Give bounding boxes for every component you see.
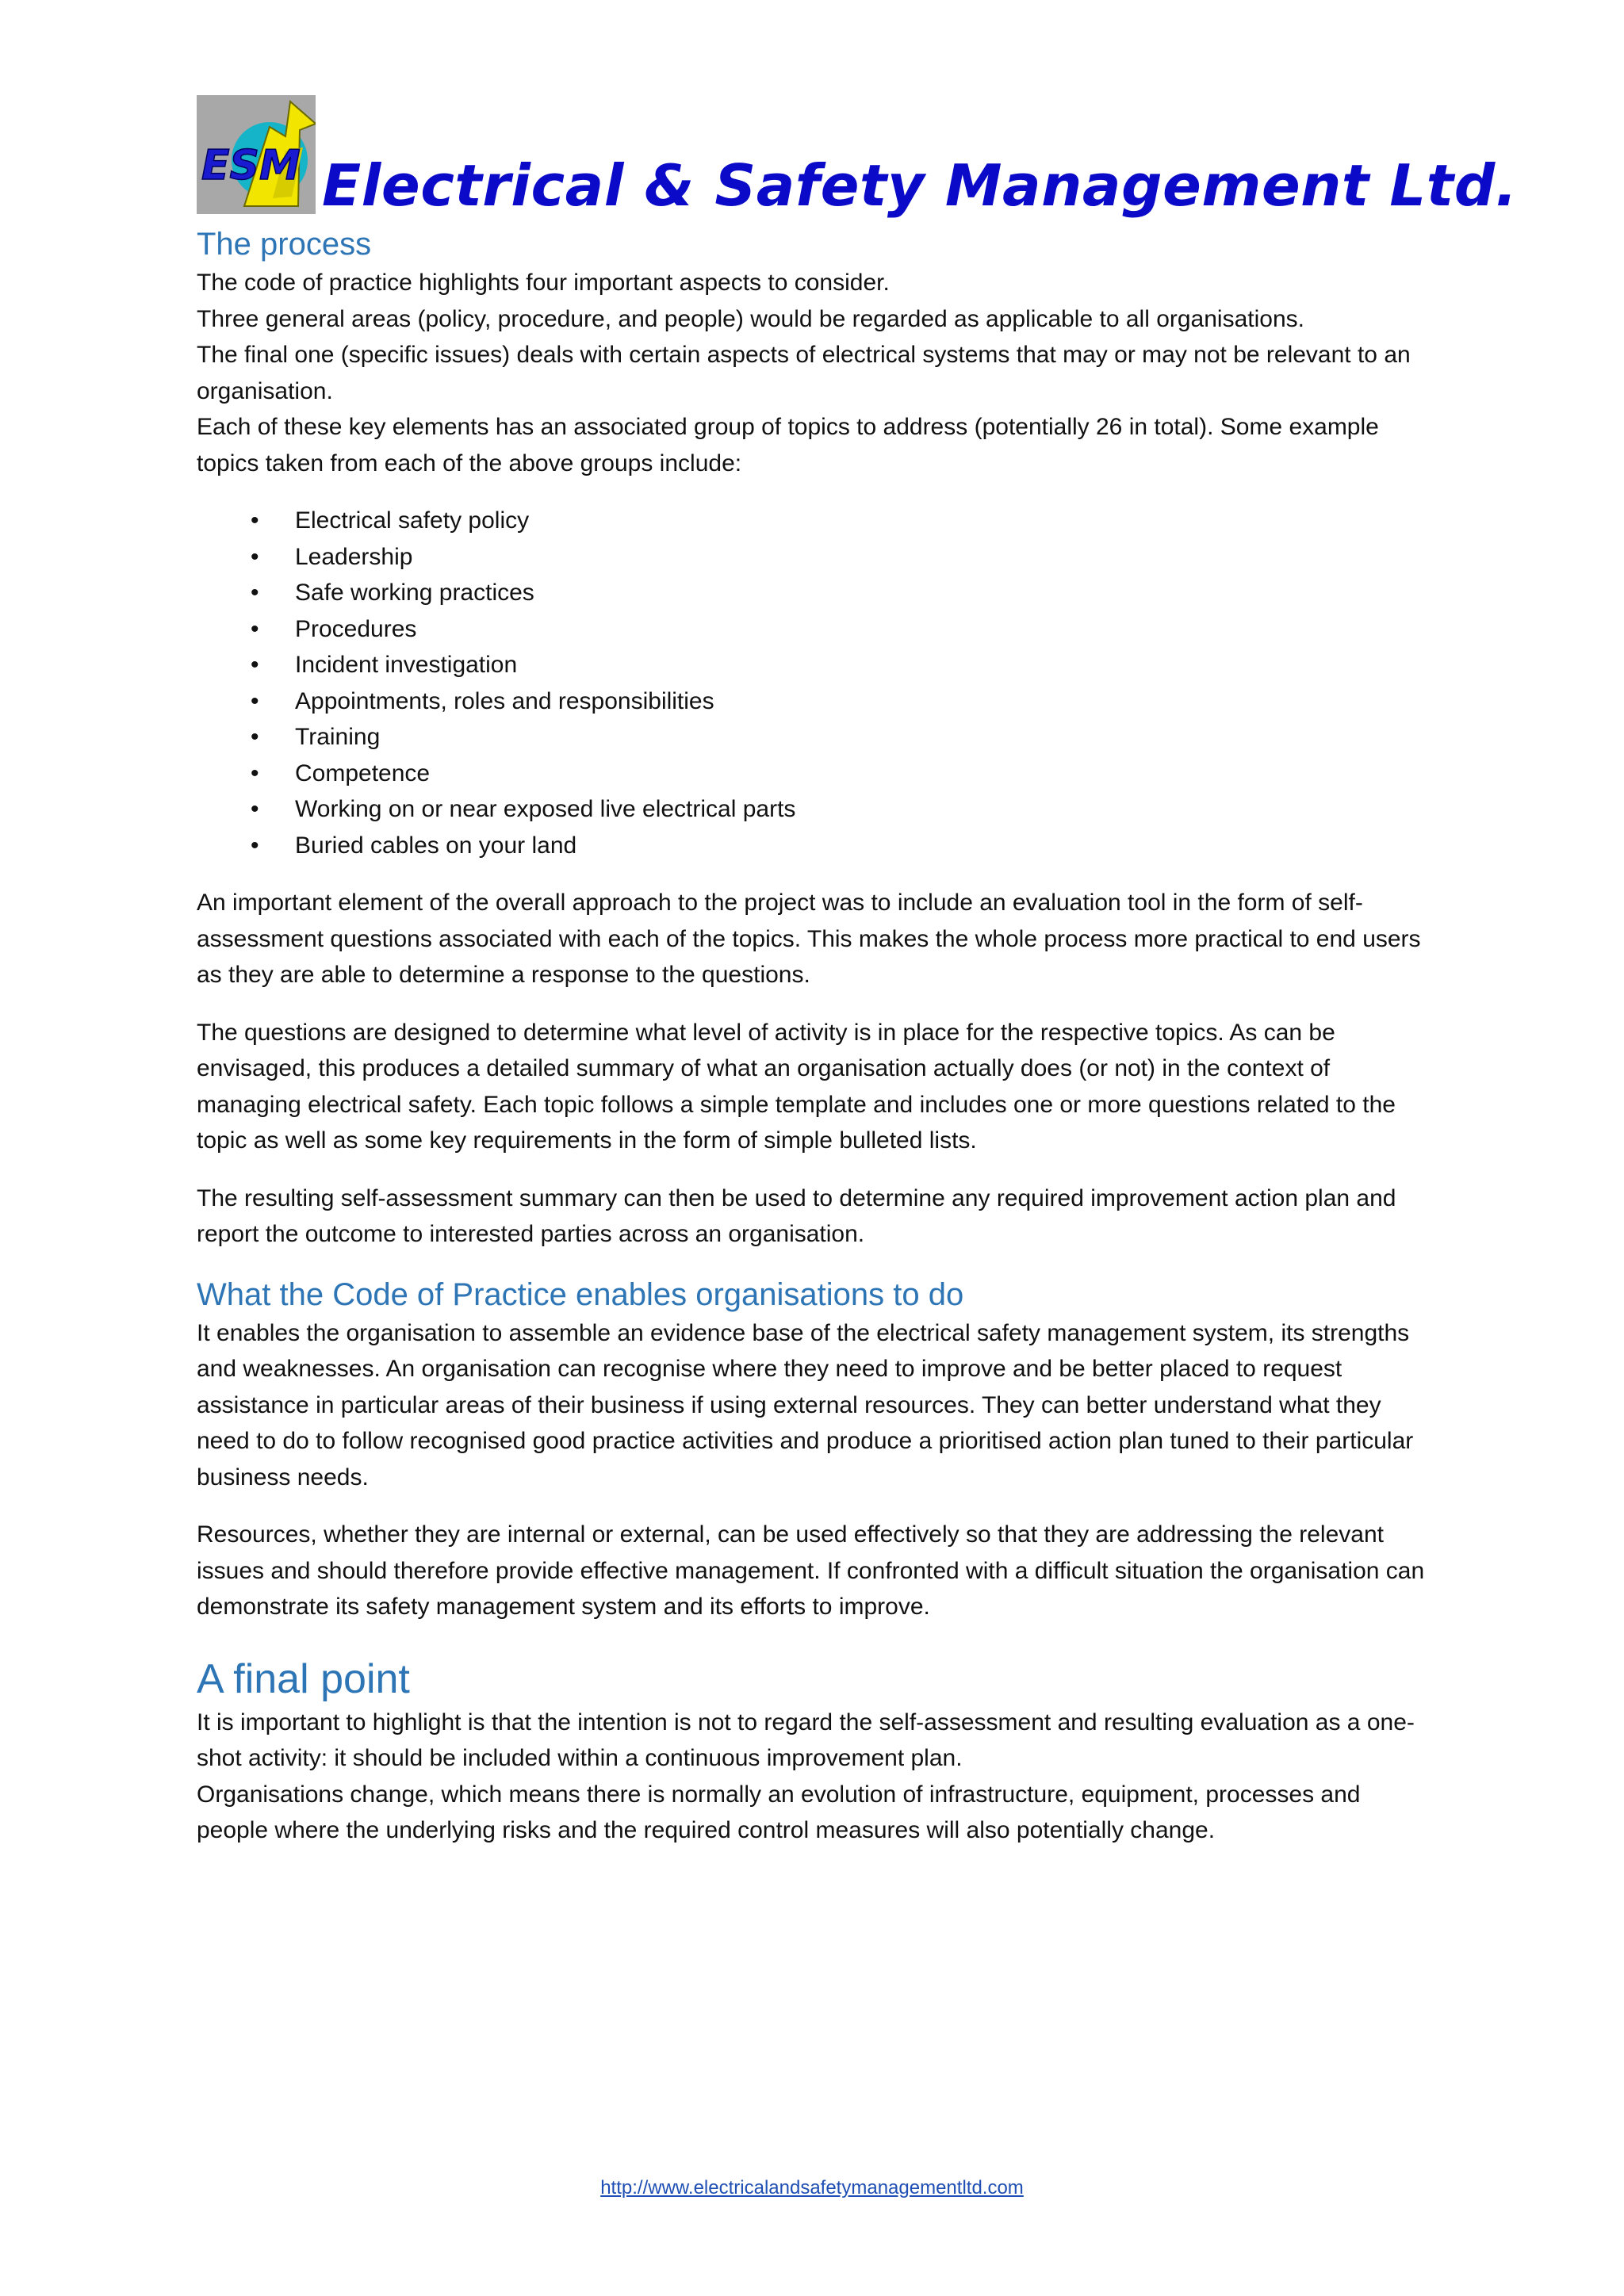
enables-paragraph-1: It enables the organisation to assemble an evidence base of the electrical safety management system, its strengths and weaknesses. An organisation can recognise where they need to improve and be better placed to request assistance in particular areas of their business if using external resources. They can better understand what they need to do to follow recognised good practice activities and produce a prioritised action plan tuned to their particular business needs. [197,1319,1414,1490]
esm-logo-icon [197,95,316,214]
heading-final-point: A final point [197,1655,410,1702]
section-process [197,224,1434,1253]
process-line-2: Three general areas (policy, procedure, and people) would be regarded as applicable to all organisations. [197,305,1304,332]
topic-item: • Appointments, roles and responsibilities [197,683,1434,720]
logo-text: ESM [201,142,301,189]
document-page [197,95,1518,1849]
topic-item: • Procedures [197,611,1434,648]
topic-item: • Safe working practices [197,575,1434,611]
website-link[interactable]: http://www.electricalandsafetymanagementltd.com [600,2177,1024,2198]
topic-item: • Working on or near exposed live electrical parts [197,791,1434,828]
process-paragraph-1: An important element of the overall approach to the project was to include an evaluation tool in the form of self-assessment questions associated with each of the topics. This makes the whole process more practical to end users as they are able to determine a response to the questions. [197,890,1421,988]
heading-process: The process [197,227,372,262]
topic-item: • Leadership [197,539,1434,576]
process-line-1: The code of practice highlights four important aspects to consider. [197,270,890,296]
enables-paragraph-2: Resources, whether they are internal or external, can be used effectively so that they are addressing the relevant issues and should therefore provide effective management. If confronted with a difficult situation the organisation can demonstrate its safety management system and its efforts to improve. [197,1521,1425,1620]
topic-item: • Incident investigation [197,647,1434,683]
topic-item: • Electrical safety policy [197,503,1434,539]
heading-enables: What the Code of Practice enables organisations to do [197,1276,964,1312]
final-line-1: It is important to highlight is that the intention is not to regard the self-assessment and resulting evaluation as a one-shot activity: it should be included within a continuous improvement plan. [197,1709,1415,1771]
process-paragraph-2: The questions are designed to determine what level of activity is in place for the respective topics. As can be envisaged, this produces a detailed summary of what an organisation actually does (or not) in the context of managing electrical safety. Each topic follows a simple template and includes one or more questions related to the topic as well as some key requirements in the form of simple bulleted lists. [197,1019,1396,1154]
section-enables [197,1274,1434,1625]
process-paragraph-3: The resulting self-assessment summary can then be used to determine any required improvement action plan and report the outcome to interested parties across an organisation. [197,1184,1396,1247]
topic-item: • Competence [197,756,1434,792]
process-line-3: The final one (specific issues) deals with certain aspects of electrical systems that may or may not be relevant to an organisation. [197,342,1411,404]
company-name: Electrical & Safety Management Ltd. [322,152,1518,219]
topic-item: • Buried cables on your land [197,828,1434,864]
final-line-2: Organisations change, which means there is normally an evolution of infrastructure, equipment, processes and people where the underlying risks and the required control measures will also potentially change. [197,1781,1361,1843]
section-final-point [197,1654,1434,1849]
topic-item: • Training [197,719,1434,756]
process-line-4: Each of these key elements has an associated group of topics to address (potentially 26 in total). Some example topics taken from each of the above groups include: [197,414,1379,476]
letterhead [197,95,1518,224]
topics-list [197,503,1434,863]
